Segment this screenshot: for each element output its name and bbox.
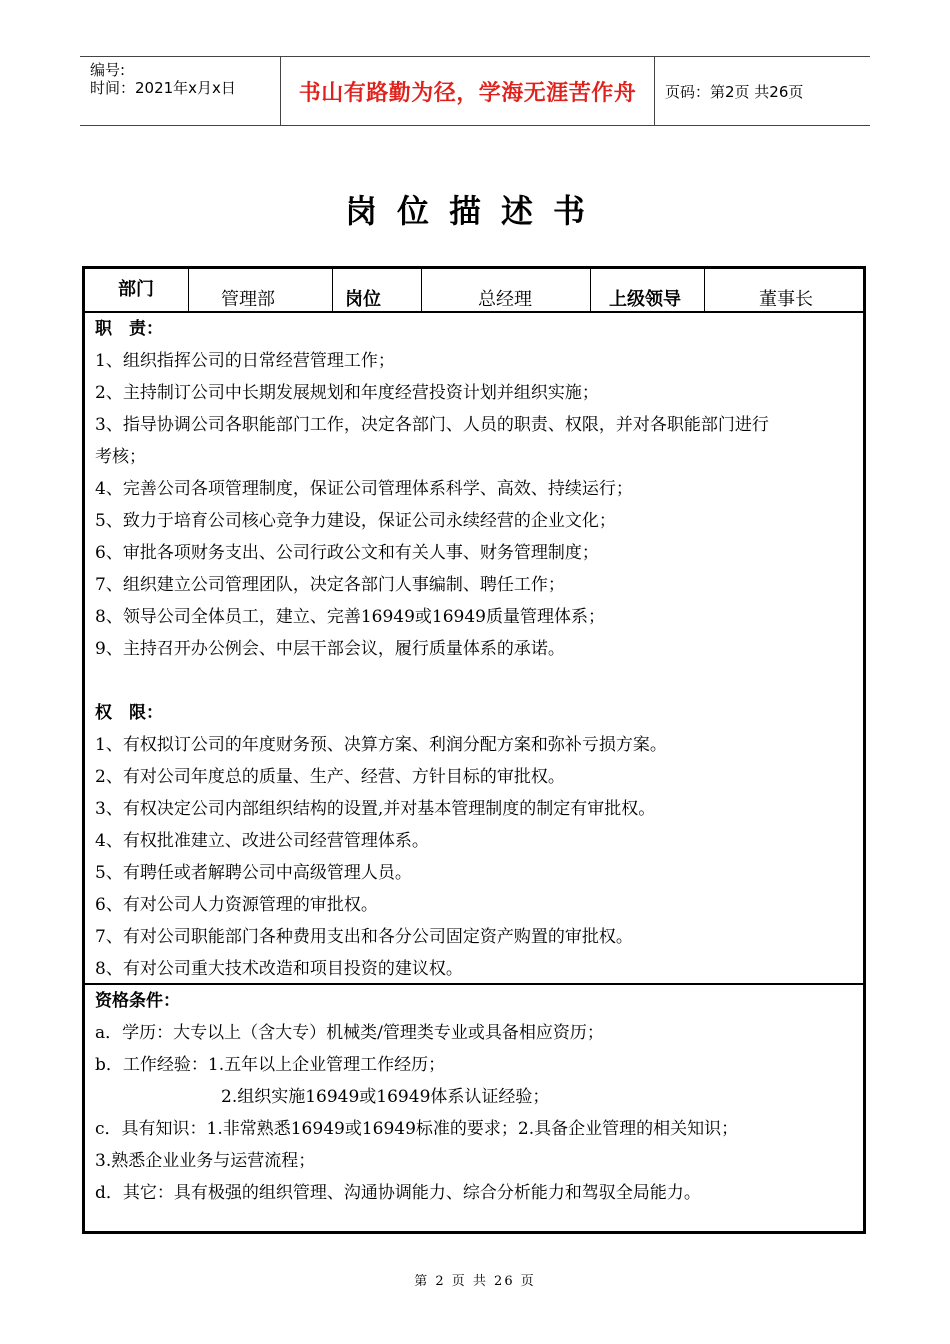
job-description-table	[82, 266, 866, 1234]
qualification-item: 3.熟悉企业业务与运营流程；	[95, 1151, 316, 1171]
superior-label: 上级领导	[609, 289, 681, 310]
post-label-cell	[333, 269, 421, 311]
qualifications-title: 资格条件：	[95, 991, 180, 1011]
page-footer: 第 2 页 共 26 页	[414, 1274, 536, 1289]
superior-value-cell	[705, 269, 863, 311]
duty-item: 1、组织指挥公司的日常经营管理工作；	[95, 351, 395, 371]
authority-item: 8、有对公司重大技术改造和项目投资的建议权。	[95, 959, 463, 979]
number-label: 编号:	[90, 61, 126, 79]
qualification-item: 2.组织实施16949或16949体系认证经验；	[221, 1087, 550, 1107]
duties-authority-section	[85, 313, 863, 985]
duty-item: 3、指导协调公司各职能部门工作，决定各部门、人员的职责、权限，并对各职能部门进行	[95, 415, 769, 435]
duty-item: 6、审批各项财务支出、公司行政公文和有关人事、财务管理制度；	[95, 543, 599, 563]
time-label: 时间：2021年x月x日	[90, 79, 236, 97]
duty-item: 8、领导公司全体员工，建立、完善16949或16949质量管理体系；	[95, 607, 605, 627]
duty-item: 2、主持制订公司中长期发展规划和年度经营投资计划并组织实施；	[95, 383, 599, 403]
superior-label-cell	[591, 269, 704, 311]
duty-item: 5、致力于培育公司核心竞争力建设，保证公司永续经营的企业文化；	[95, 511, 616, 531]
authority-item: 3、有权决定公司内部组织结构的设置,并对基本管理制度的制定有审批权。	[95, 799, 656, 819]
duty-item: 4、完善公司各项管理制度，保证公司管理体系科学、高效、持续运行；	[95, 479, 633, 499]
page-title: 岗位描述书	[344, 192, 605, 230]
authority-item: 7、有对公司职能部门各种费用支出和各分公司固定资产购置的审批权。	[95, 927, 633, 947]
authority-title: 权 限：	[95, 703, 163, 723]
info-row	[85, 269, 863, 313]
authority-item: 6、有对公司人力资源管理的审批权。	[95, 895, 378, 915]
qualification-item: d．其它：具有极强的组织管理、沟通协调能力、综合分析能力和驾驭全局能力。	[95, 1183, 701, 1203]
dept-label: 部门	[118, 279, 154, 300]
motto: 书山有路勤为径，学海无涯苦作舟	[298, 80, 637, 106]
dept-value: 管理部	[221, 289, 275, 310]
authority-item: 4、有权批准建立、改进公司经营管理体系。	[95, 831, 429, 851]
duty-item: 9、主持召开办公例会、中层干部会议，履行质量体系的承诺。	[95, 639, 565, 659]
duty-item: 考核；	[95, 447, 146, 467]
page-info: 页码：第2页 共26页	[665, 82, 804, 101]
duties-title: 职 责：	[95, 319, 163, 339]
duty-item: 7、组织建立公司管理团队，决定各部门人事编制、聘任工作；	[95, 575, 565, 595]
post-label: 岗位	[345, 289, 381, 310]
authority-item: 1、有权拟订公司的年度财务预、决算方案、利润分配方案和弥补亏损方案。	[95, 735, 667, 755]
qualification-item: c．具有知识：1.非常熟悉16949或16949标准的要求；2.具备企业管理的相关知识；	[95, 1119, 739, 1139]
dept-label-cell	[85, 269, 188, 311]
qualification-item: a．学历：大专以上（含大专）机械类/管理类专业或具备相应资历；	[95, 1023, 604, 1043]
authority-item: 2、有对公司年度总的质量、生产、经营、方针目标的审批权。	[95, 767, 565, 787]
dept-value-cell	[189, 269, 331, 311]
document-header	[80, 56, 870, 126]
qualification-item: b．工作经验：1.五年以上企业管理工作经历；	[95, 1055, 446, 1075]
authority-item: 5、有聘任或者解聘公司中高级管理人员。	[95, 863, 412, 883]
qualifications-section	[85, 985, 863, 1231]
superior-value: 董事长	[759, 289, 813, 310]
post-value-cell	[422, 269, 590, 311]
post-value: 总经理	[478, 289, 532, 310]
header-meta	[80, 57, 280, 125]
